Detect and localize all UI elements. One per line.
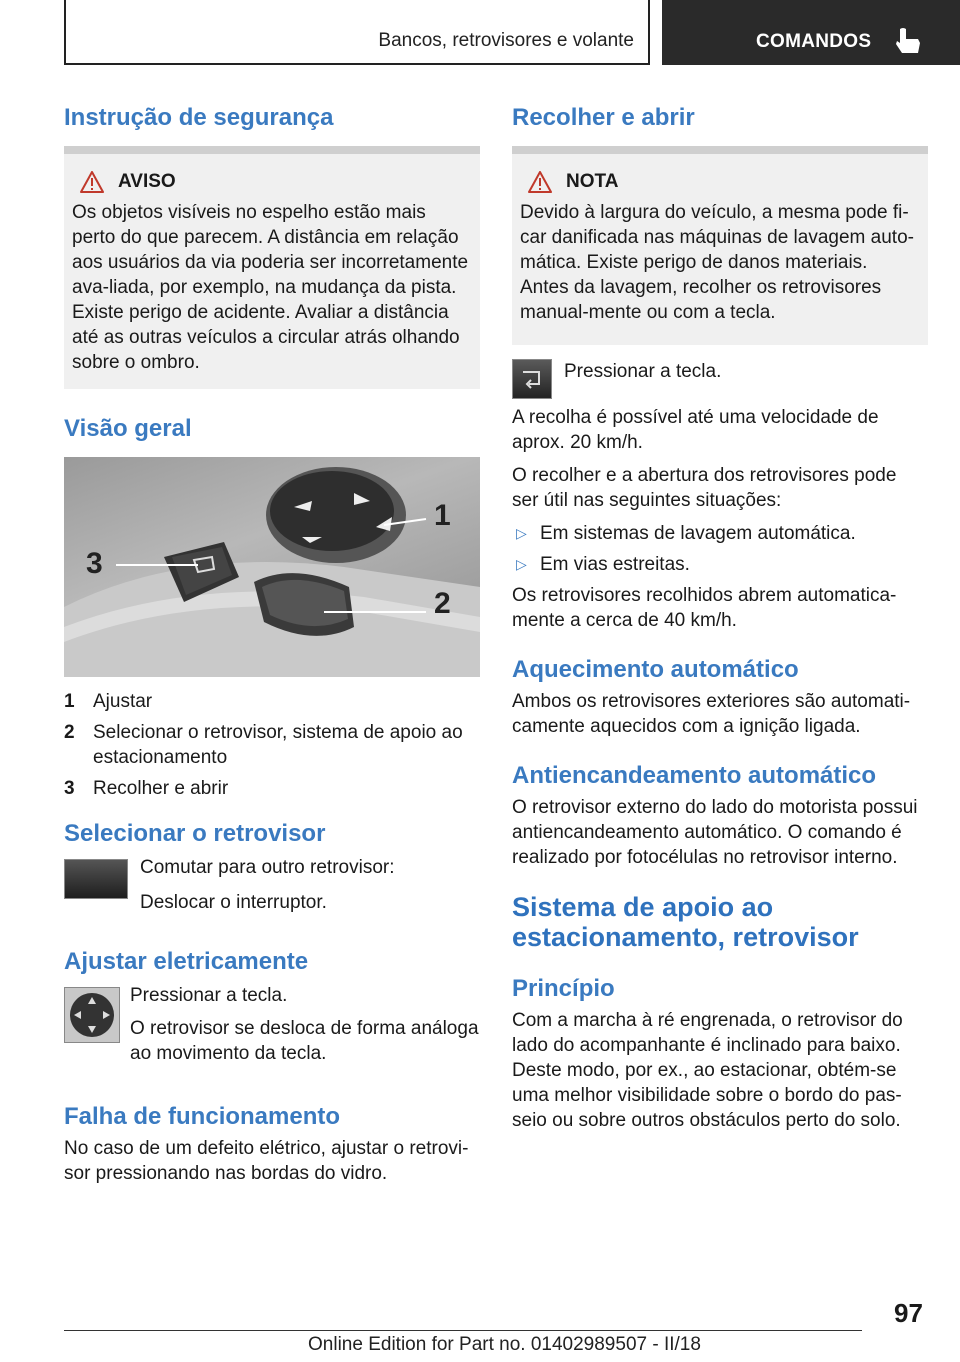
legend-item xyxy=(64,689,480,714)
footer-rule xyxy=(64,1330,862,1331)
warning-label: AVISO xyxy=(118,171,176,192)
adjust-block xyxy=(64,983,480,1066)
adjust-title: Ajustar eletricamente xyxy=(64,948,309,975)
list-item-text: Em vias estreitas. xyxy=(540,554,690,575)
legend-number: 2 xyxy=(64,722,75,743)
warning-box xyxy=(64,154,480,389)
fold-paragraph-3: Os retrovisores recolhidos abrem automatica-mente a cerca de 40 km/h. xyxy=(512,585,897,631)
footer-edition: Online Edition for Part no. 01402989507 - II/18 xyxy=(308,1334,701,1355)
legend-item xyxy=(64,776,480,801)
overview-title: Visão geral xyxy=(64,415,192,442)
photo-label-2: 2 xyxy=(434,587,451,620)
note-box xyxy=(512,154,928,345)
heating-text: Ambos os retrovisores exteriores são automati-camente aquecidos com a ignição ligada. xyxy=(512,691,911,737)
antidazzle-title: Antiencandeamento automático xyxy=(512,762,877,789)
parking-assist-title: Sistema de apoio ao estacionamento, retrovisor xyxy=(512,892,859,952)
page-number: 97 xyxy=(894,1298,923,1328)
direction-pad-icon xyxy=(64,987,120,1043)
warning-text: Os objetos visíveis no espelho estão mais perto do que parecem. A distância em relação aos usuários da via poderia ser incorretamente ava-liada, por exemplo, na mudança da pista. Existe perigo de acidente. Avaliar a distância até as outras veículos a circular atrás olhando sobre o ombro. xyxy=(72,202,469,373)
press-key-text: Pressionar a tecla. xyxy=(564,361,722,382)
safety-title: Instrução de segurança xyxy=(64,104,334,131)
section-rule xyxy=(512,146,928,154)
list-item-text: Em sistemas de lavagem automática. xyxy=(540,523,856,544)
fault-text: No caso de um defeito elétrico, ajustar o retrovi-sor pressionando nas bordas do vidro. xyxy=(64,1138,469,1184)
fold-title: Recolher e abrir xyxy=(512,104,695,131)
legend-list xyxy=(64,689,480,801)
fold-paragraph-2: O recolher e a abertura dos retrovisores pode ser útil nas seguintes situações: xyxy=(512,465,897,511)
warning-heading xyxy=(72,168,472,196)
list-item xyxy=(512,552,928,577)
header-chapter-title: COMANDOS xyxy=(756,31,872,52)
fold-mirror-icon xyxy=(512,359,552,399)
mirror-control-photo xyxy=(64,457,480,677)
left-column xyxy=(64,98,480,1186)
legend-text: Ajustar xyxy=(93,691,153,712)
section-rule xyxy=(64,146,480,154)
pointing-hand-icon xyxy=(896,27,922,55)
right-column xyxy=(512,98,928,1133)
principle-text: Com a marcha à ré engrenada, o retrovisor do lado do acompanhante é inclinado para baixo. Deste modo, por ex., ao estacionar, obtém-se uma melhor visibilidade sobre o bordo do pas-seio ou sobre outros obstáculos perto do solo. xyxy=(512,1010,903,1131)
adjust-text-2: O retrovisor se desloca de forma análoga ao movimento da tecla. xyxy=(130,1018,479,1064)
header-chapter-box xyxy=(662,0,960,65)
select-mirror-block xyxy=(64,855,480,915)
fold-button-block xyxy=(512,359,928,399)
adjust-text-1: Pressionar a tecla. xyxy=(130,985,288,1006)
note-text: Devido à largura do veículo, a mesma pode fi-car danificada nas máquinas de lavagem auto-mática. Existe perigo de danos materiais. Antes da lavagem, recolher os retrovisores manual-mente ou com a tecla. xyxy=(520,202,914,323)
select-mirror-text-2: Deslocar o interruptor. xyxy=(140,892,327,913)
warning-triangle-icon xyxy=(528,171,552,193)
legend-number: 3 xyxy=(64,778,75,799)
list-item xyxy=(512,521,928,546)
legend-number: 1 xyxy=(64,691,75,712)
legend-text: Recolher e abrir xyxy=(93,778,229,799)
situations-list xyxy=(512,521,928,577)
bullet-triangle-icon: ▷ xyxy=(516,525,527,541)
legend-item xyxy=(64,720,480,770)
fold-paragraph-1: A recolha é possível até uma velocidade de aprox. 20 km/h. xyxy=(512,407,879,453)
principle-title: Princípio xyxy=(512,975,615,1002)
photo-label-1: 1 xyxy=(434,499,451,532)
header-section-title: Bancos, retrovisores e volante xyxy=(378,30,634,51)
photo-label-3: 3 xyxy=(86,547,103,580)
fault-title: Falha de funcionamento xyxy=(64,1103,341,1130)
antidazzle-text: O retrovisor externo do lado do motorista possui antiencandeamento automático. O comando é realizado por fotocélulas no retrovisor interno. xyxy=(512,797,918,868)
bullet-triangle-icon: ▷ xyxy=(516,556,527,572)
heating-title: Aquecimento automático xyxy=(512,656,799,683)
select-mirror-text-1: Comutar para outro retrovisor: xyxy=(140,857,395,878)
mirror-switch-icon xyxy=(64,859,128,899)
mirror-control-illustration xyxy=(64,457,480,677)
header-section-box xyxy=(64,0,650,65)
legend-text: Selecionar o retrovisor, sistema de apoio ao estacionamento xyxy=(93,722,463,768)
select-mirror-title: Selecionar o retrovisor xyxy=(64,820,326,847)
warning-triangle-icon xyxy=(80,171,104,193)
note-label: NOTA xyxy=(566,171,619,192)
note-heading xyxy=(520,168,920,196)
